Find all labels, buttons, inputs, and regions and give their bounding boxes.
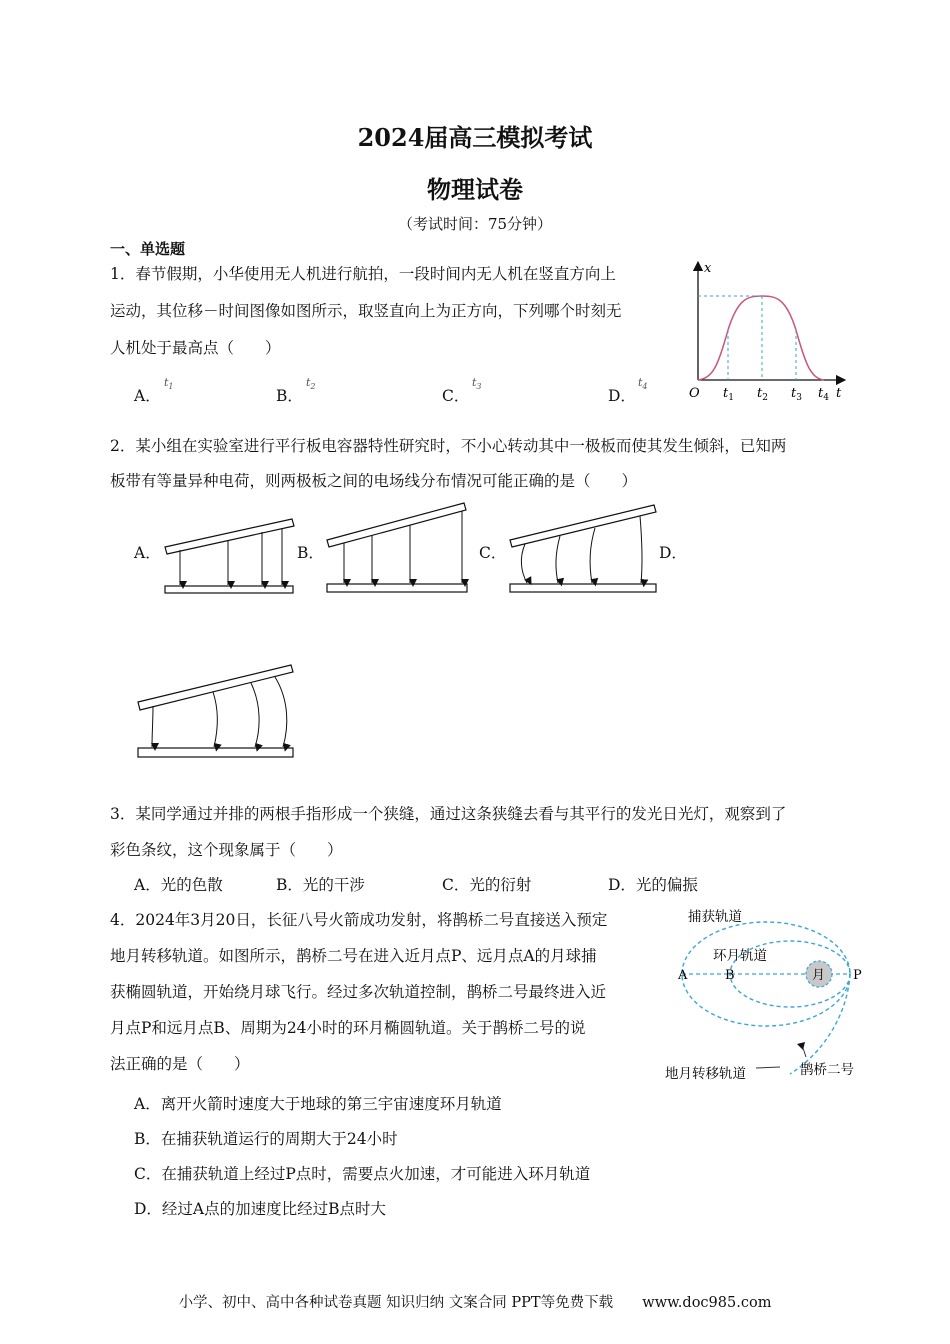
q3-line-1: 3．某同学通过并排的两根手指形成一个狭缝，通过这条狭缝去看与其平行的发光日光灯，观察到了 (110, 805, 787, 823)
tick-t3: $t_3$ (791, 386, 802, 403)
q3-option-a[interactable]: A．光的色散 (134, 876, 223, 894)
q4-option-c[interactable]: C．在捕获轨道上经过P点时，需要点火加速，才可能进入环月轨道 (134, 1165, 591, 1183)
tick-t4: $t_4$ (818, 386, 829, 403)
q4-option-a[interactable]: A．离开火箭时速度大于地球的第三宇宙速度环月轨道 (134, 1095, 502, 1113)
q4-line-4: 月点P和远月点B、周期为24小时的环月椭圆轨道。关于鹊桥二号的说 (110, 1019, 586, 1037)
field-line (556, 536, 560, 583)
q4-line-3: 获椭圆轨道，开始绕月球飞行。经过多次轨道控制，鹊桥二号最终进入近 (110, 983, 607, 1001)
top-plate (510, 505, 656, 547)
q3-line-2: 彩色条纹，这个现象属于（ ） (110, 841, 343, 859)
q2-line-2: 板带有等量异种电荷，则两极板之间的电场线分布情况可能正确的是（ ） (110, 472, 638, 490)
q2-option-a[interactable]: A． (134, 544, 161, 562)
page-title: 2024届高三模拟考试 (357, 123, 593, 152)
q4-orbit-diagram (660, 902, 870, 1088)
q1-option-c-value: $t_3$ (472, 376, 482, 392)
q1-xt-graph (683, 258, 853, 406)
field-line (521, 544, 527, 583)
footer (0, 1291, 950, 1312)
q1-option-b[interactable] (276, 376, 316, 406)
field-line (275, 677, 287, 747)
field-line (251, 683, 259, 747)
q1-option-a[interactable] (134, 376, 174, 406)
q1-line-3: 人机处于最高点（ ） (110, 339, 281, 357)
capacitor-diagram-c (505, 500, 660, 598)
q2-option-d[interactable]: D． (659, 544, 687, 562)
point-b-label: B (725, 968, 735, 983)
q3-option-b[interactable]: B．光的干涉 (276, 876, 365, 894)
probe-arrow (797, 1042, 805, 1050)
probe-leader-line (803, 1048, 806, 1057)
q1-option-a-value: $t_1$ (164, 376, 174, 392)
q4-line-2: 地月转移轨道。如图所示，鹊桥二号在进入近月点P、远月点A的月球捕 (110, 947, 597, 965)
origin-label: O (689, 386, 700, 401)
y-axis-label: x (704, 261, 712, 276)
q3-option-d[interactable]: D．光的偏振 (608, 876, 698, 894)
q1-option-c[interactable] (442, 376, 482, 406)
capacitor-diagram-b (322, 498, 474, 598)
q1-line-1: 1．春节假期，小华使用无人机进行航拍，一段时间内无人机在竖直方向上 (110, 265, 616, 283)
q1-option-b-letter: B． (276, 387, 303, 405)
q4-option-d[interactable]: D．经过A点的加速度比经过B点时大 (134, 1200, 387, 1218)
probe-label: 鹊桥二号 (800, 1062, 854, 1078)
q4-line-1: 4．2024年3月20日，长征八号火箭成功发射，将鹊桥二号直接送入预定 (110, 911, 608, 929)
q2-line-1: 2．某小组在实验室进行平行板电容器特性研究时，不小心转动其中一极板而使其发生倾斜，已知两 (110, 437, 787, 455)
field-line (590, 528, 595, 583)
bottom-plate (165, 586, 293, 593)
q2-option-b[interactable]: B． (297, 544, 324, 562)
displacement-curve (698, 296, 824, 380)
field-line (152, 706, 153, 747)
transfer-orbit (790, 974, 850, 1074)
bottom-plate (138, 748, 293, 757)
capacitor-diagram-d (133, 660, 298, 762)
bottom-plate (510, 584, 656, 592)
section-heading: 一、单选题 (110, 240, 186, 258)
q4-option-b[interactable]: B．在捕获轨道运行的周期大于24小时 (134, 1130, 398, 1148)
transfer-orbit-label: 地月转移轨道 (665, 1066, 746, 1082)
tick-t1: $t_1$ (723, 386, 734, 403)
q4-line-5: 法正确的是（ ） (110, 1055, 250, 1073)
lunar-orbit-label: 环月轨道 (713, 948, 767, 964)
capacitor-diagram-a (160, 512, 300, 598)
footer-text: 小学、初中、高中各种试卷真题 知识归纳 文案合同 PPT等免费下载 (178, 1295, 614, 1311)
q1-option-c-letter: C． (442, 387, 470, 405)
subject-title: 物理试卷 (427, 175, 523, 204)
field-line (213, 692, 217, 747)
q1-option-d-value: $t_4$ (638, 376, 648, 392)
point-p-label: P (853, 968, 862, 983)
tick-t2: $t_2$ (757, 386, 768, 403)
x-axis-label: t (836, 386, 842, 401)
footer-url[interactable]: www.doc985.com (642, 1295, 772, 1311)
transfer-leader-line (756, 1067, 780, 1068)
exam-time-note: （考试时间：75分钟） (397, 215, 553, 233)
q2-option-c[interactable]: C． (479, 544, 507, 562)
point-a-label: A (678, 968, 688, 983)
q1-option-b-value: $t_2$ (306, 376, 316, 392)
q1-option-d-letter: D． (608, 387, 636, 405)
bottom-plate (327, 584, 467, 592)
q1-option-d[interactable] (608, 376, 648, 406)
moon-label: 月 (812, 968, 826, 983)
top-plate (165, 519, 294, 554)
capture-orbit-label: 捕获轨道 (688, 909, 742, 925)
q1-option-a-letter: A． (134, 387, 161, 405)
top-plate (327, 503, 466, 547)
q1-line-2: 运动，其位移－时间图像如图所示，取竖直向上为正方向，下列哪个时刻无 (110, 302, 622, 320)
q3-option-c[interactable]: C．光的衍射 (442, 876, 532, 894)
field-line (640, 516, 642, 583)
